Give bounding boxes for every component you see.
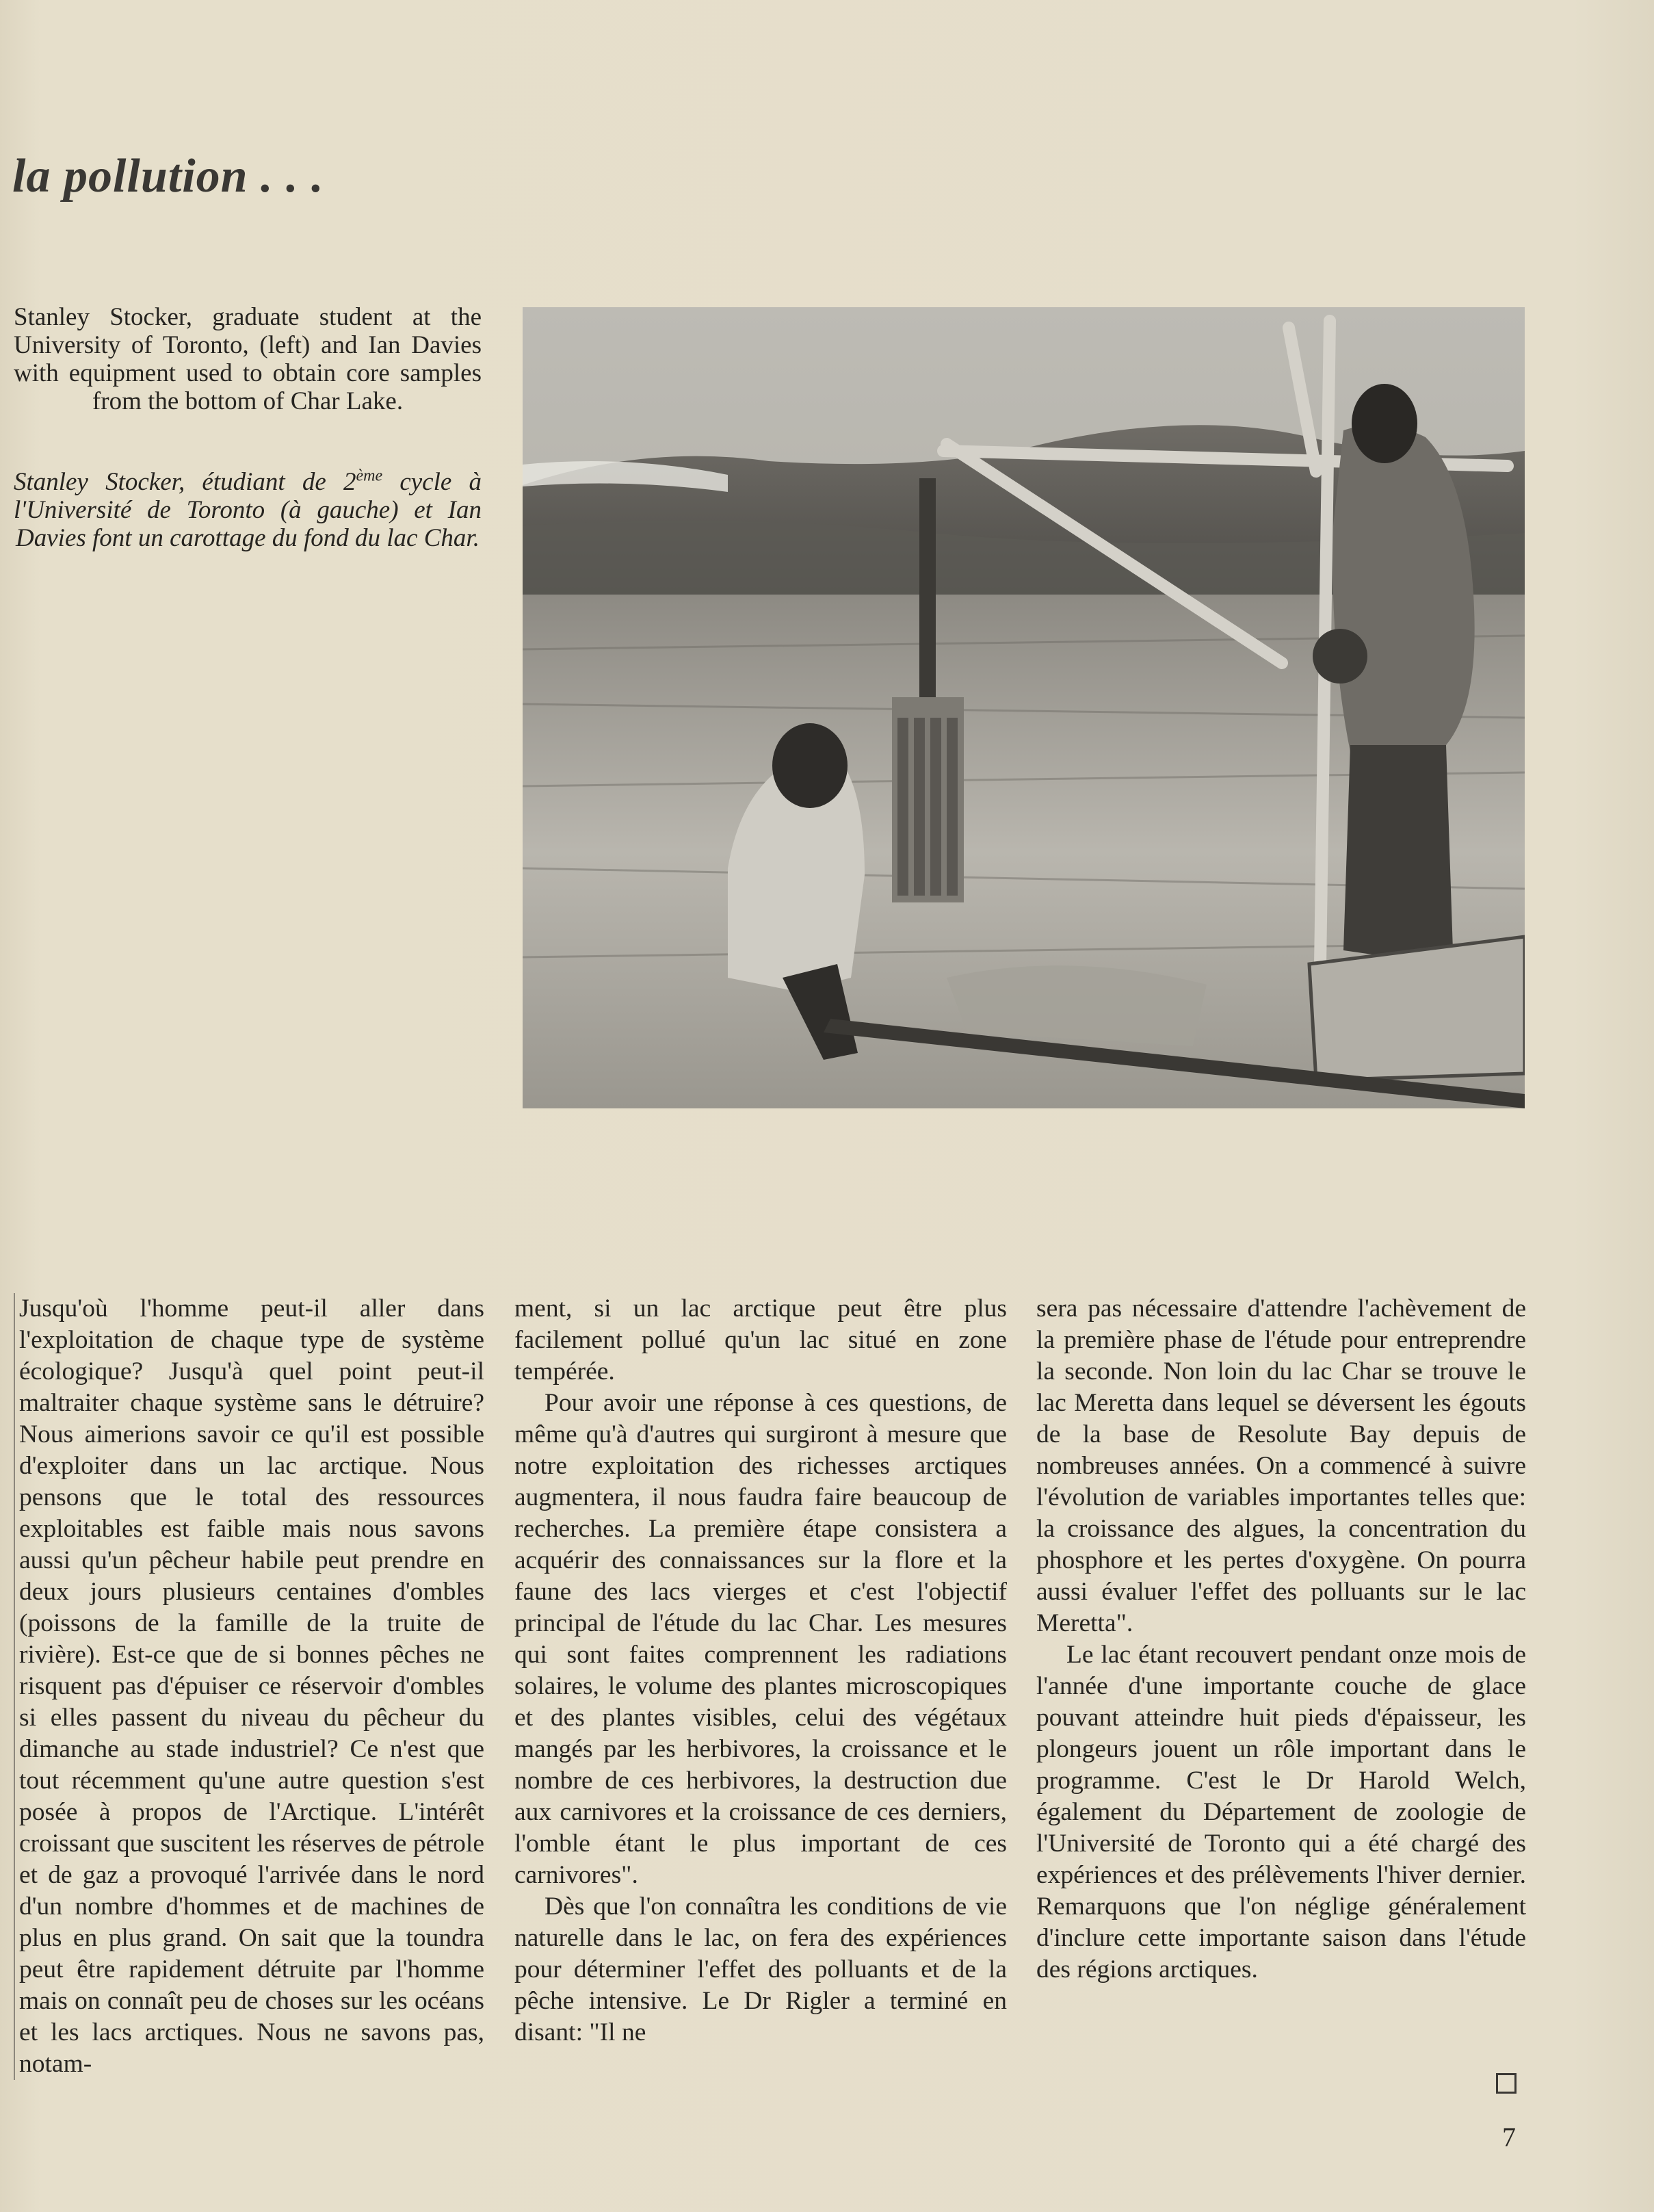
field-photo [523, 307, 1525, 1108]
article-column-2 [514, 1293, 1007, 2048]
column-3-paragraph-1: sera pas nécessaire d'attendre l'achèvement de la première phase de l'étude pour entreprendre la seconde. Non loin du lac Char se trouve le lac Meretta dans lequel se déversent les égouts de la base de Resolute Bay depuis de nombreuses années. On a commencé à suivre l'évolution de variables importantes telles que: la croissance des algues, la concentration du phosphore et les pertes d'oxygène. On pourra aussi évaluer l'effet des polluants sur le lac Meretta". [1036, 1294, 1526, 1637]
caption-french-text [14, 468, 482, 552]
caption-french-part1: Stanley Stocker, étudiant de 2 [14, 468, 356, 496]
article-column-3 [1036, 1293, 1526, 1986]
photo-caption-french [14, 468, 482, 552]
article-column-1 [14, 1293, 484, 2080]
caption-french-superscript: ème [356, 467, 383, 485]
page-number: 7 [1502, 2122, 1516, 2152]
column-2-paragraph-2: Pour avoir une réponse à ces questions, de même qu'à d'autres qui surgiront à mesure que notre exploitation des richesses arctiques augmentera, il nous faudra faire beaucoup de recherches. La première étape consistera a acquérir des connaissances sur la flore et la faune des lacs vierges et c'est l'objectif principal de l'étude du lac Char. Les mesures qui sont faites comprennent les radiations solaires, le volume des plantes microscopiques et des plantes visibles, celui des végétaux mangés par les herbivores, la croissance et le nombre de ces herbivores, la destruction due aux carnivores et la croissance de ces derniers, l'omble étant le plus important de ces carnivores". [514, 1389, 1007, 1889]
caption-english-text: Stanley Stocker, graduate student at the University of Toronto, (left) and Ian Davies with equipment used to obtain core samples from the bottom of Char Lake. [14, 303, 482, 415]
photo-caption-english [14, 303, 482, 415]
section-title: la pollution . . . [12, 150, 324, 203]
caption-french-part2: cycle à l'Université de Toronto (à gauche) et Ian Davies font un carottage du fond du lac Char. [14, 468, 482, 552]
column-3-paragraph-2: Le lac étant recouvert pendant onze mois de l'année d'une importante couche de glace pouvant atteindre huit pieds d'épaisseur, les plongeurs jouent un rôle important dans le programme. C'est le Dr Harold Welch, également du Département de zoologie de l'Université de Toronto qui a été chargé des expériences et des prélèvements l'hiver dernier. Remarquons que l'on néglige généralement d'inclure cette importante saison dans l'étude des régions arctiques. [1036, 1641, 1526, 1983]
end-of-article-square-icon [1496, 2073, 1517, 2094]
column-2-paragraph-3: Dès que l'on connaîtra les conditions de vie naturelle dans le lac, on fera des expériences pour déterminer l'effet des polluants et de la pêche intensive. Le Dr Rigler a terminé en disant: "Il ne [514, 1892, 1007, 2046]
column-2-paragraph-1: ment, si un lac arctique peut être plus facilement pollué qu'un lac situé en zone tempérée. [514, 1294, 1007, 1385]
column-1-paragraph-1: Jusqu'où l'homme peut-il aller dans l'exploitation de chaque type de système écologique? Jusqu'à quel point peut-il maltraiter chaque système sans le détruire? Nous aimerions savoir ce qu'il est possible d'exploiter dans un lac arctique. Nous pensons que le total des ressources exploitables est faible mais nous savons aussi qu'un pêcheur habile peut prendre en deux jours plusieurs centaines d'ombles (poissons de la famille de la truite de rivière). Est-ce que de si bonnes pêches ne risquent pas d'épuiser ce réservoir d'ombles si elles passent du niveau du pêcheur du dimanche au stade industriel? Ce n'est que tout récemment qu'une autre question s'est posée à propos de l'Arctique. L'intérêt croissant que suscitent les réserves de pétrole et de gaz a provoqué l'arrivée dans le nord d'un nombre d'hommes et de machines de plus en plus grand. On sait que la toundra peut être rapidement détruite par l'homme mais on connaît peu de choses sur les océans et les lacs arctiques. Nous ne savons pas, notam- [19, 1294, 484, 2078]
